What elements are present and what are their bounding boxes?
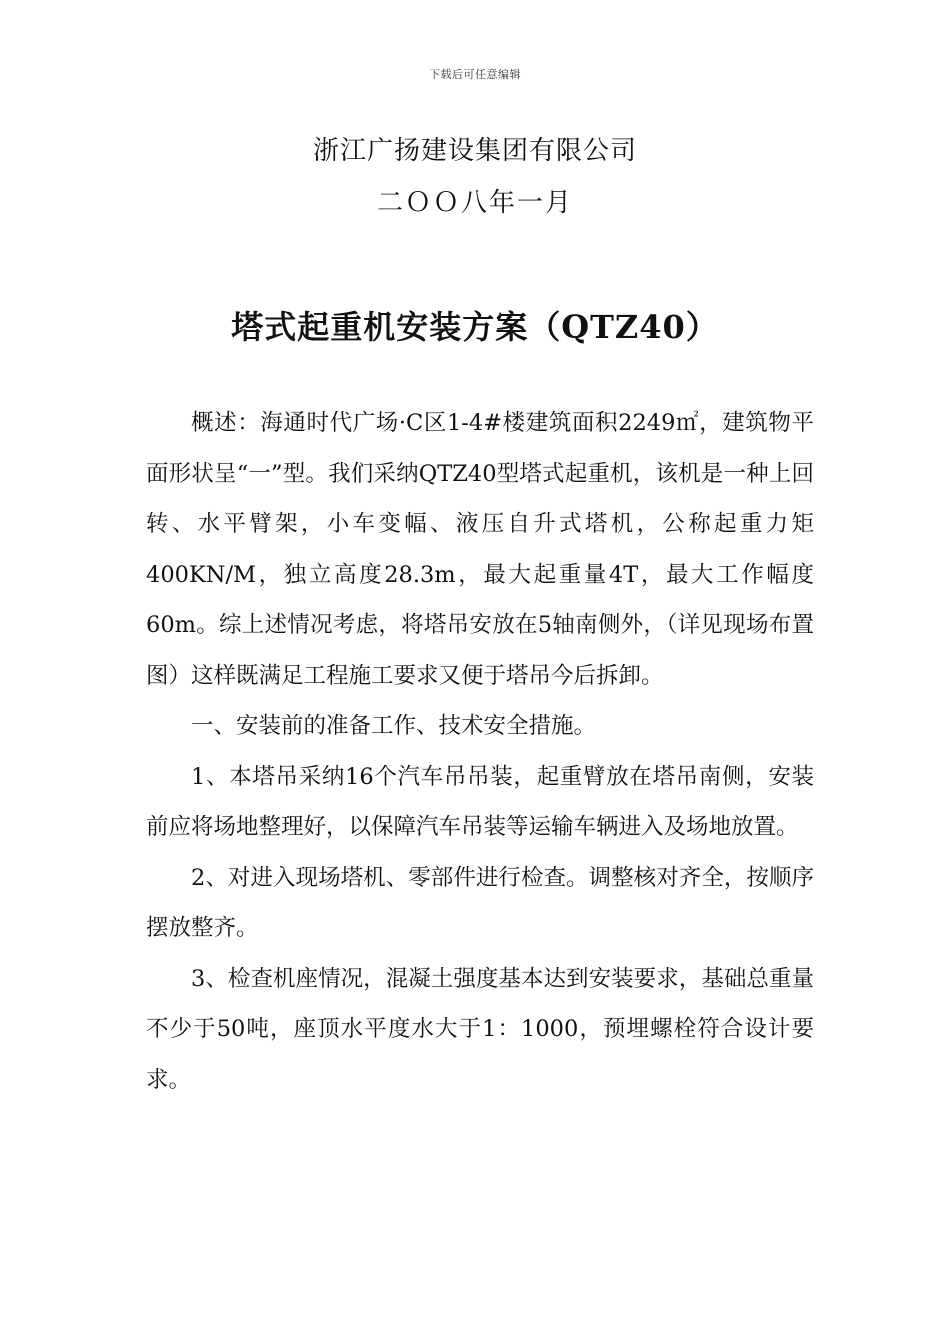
company-name: 浙江广扬建设集团有限公司 [312,136,637,166]
paragraph-overview: 概述：海通时代广场·C区1-4#楼建筑面积2249㎡，建筑物平面形状呈“一”型。我们采纳QTZ40型塔式起重机，该机是一种上回转、水平臂架，小车变幅、液压自升式塔机，公称起重力矩400KN/M，独立高度28.3m，最大起重量4T，最大工作幅度60m。综上述情况考虑，将塔吊安放在5轴南侧外，（详见现场布置图）这样既满足工程施工要求又便于塔吊今后拆卸。 [146,410,814,689]
paragraph-item-2: 2、对进入现场塔机、零部件进行检查。调整核对齐全，按顺序摆放整齐。 [146,864,814,941]
document-body [146,398,814,1105]
paragraph-item-3: 3、检查机座情况，混凝土强度基本达到安装要求，基础总重量不少于50吨，座顶水平度水大于1：1000，预埋螺栓符合设计要求。 [146,965,814,1093]
document-date: 二ＯＯ八年一月 [376,188,573,218]
paragraph-item-1: 1、本塔吊采纳16个汽车吊吊装，起重臂放在塔吊南侧，安装前应将场地整理好，以保障汽车吊装等运输车辆进入及场地放置。 [146,763,814,840]
header-note: 下载后可任意编辑 [429,68,521,81]
paragraph-section-heading: 一、安装前的准备工作、技术安全措施。 [191,713,597,739]
document-title: 塔式起重机安装方案（QTZ40） [231,308,719,346]
